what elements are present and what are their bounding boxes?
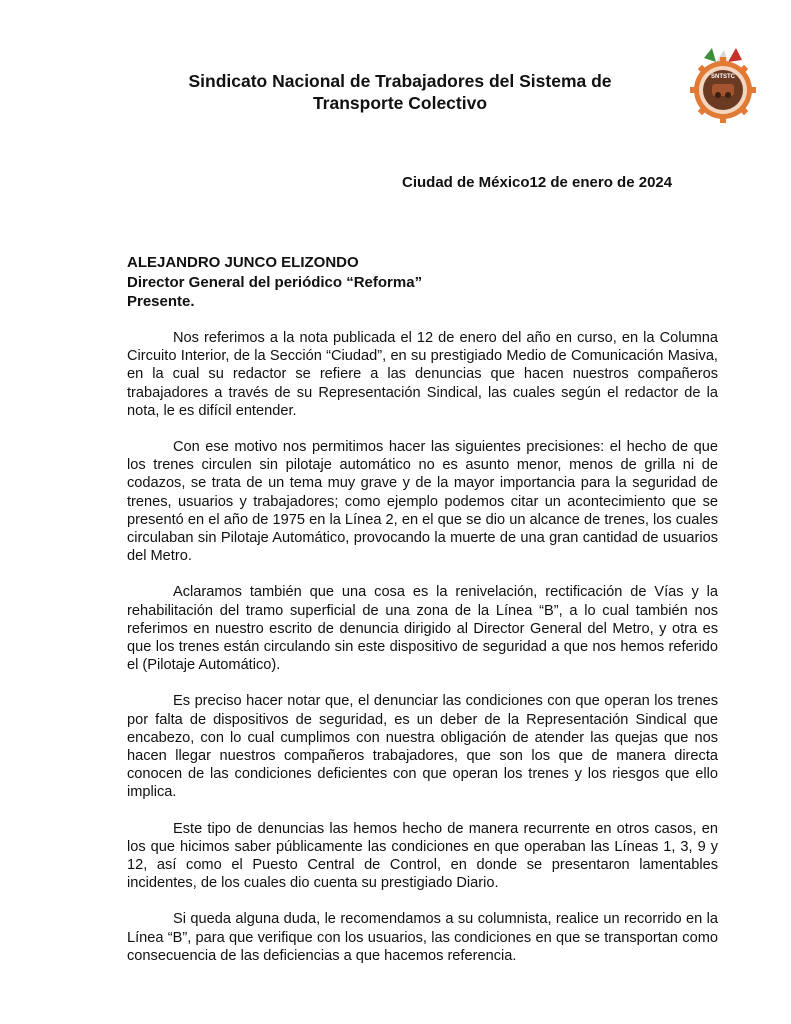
- date-line: Ciudad de México12 de enero de 2024: [402, 174, 673, 191]
- paragraph-6: Si queda alguna duda, le recomendamos a su columnista, realice un recorrido en la Línea “B”, para que verifique con los usuarios, las condiciones en que se transportan como consecuencia de las deficiencias a que hacemos referencia.: [127, 911, 718, 964]
- addressee-name: ALEJANDRO JUNCO ELIZONDO: [127, 254, 359, 271]
- addressee-position: Director General del periódico “Reforma”: [127, 273, 423, 291]
- logo-acronym: SNTSTC: [711, 74, 735, 80]
- addressee-block: [127, 253, 422, 312]
- letterhead-title: [150, 70, 650, 114]
- paragraph-1: Nos referimos a la nota publicada el 12 de enero del año en curso, en la Columna Circuito Interior, de la Sección “Ciudad”, en su prestigiado Medio de Comunicación Masiva, en la cual su redactor se refiere a las denuncias que hacen nuestros compañeros trabajadores a través de su Representación Sindical, las cuales según el redactor de la nota, le es difícil entender.: [127, 330, 718, 419]
- letterhead-title-line-1: Sindicato Nacional de Trabajadores del Sistema de: [188, 71, 612, 91]
- paragraph-2: Con ese motivo nos permitimos hacer las siguientes precisiones: el hecho de que los trenes circulen sin pilotaje automático no es asunto menor, menos de grilla ni de codazos, se trata de un tema muy grave y de la mayor importancia para la seguridad de trenes, usuarios y trabajadores; como ejemplo podemos citar un acontecimiento que se presentó en el año de 1975 en la Línea 2, en el que se dio un alcance de trenes, los cuales circulaban sin Pilotaje Automático, provocando la muerte de una gran cantidad de usuarios del Metro.: [127, 439, 718, 565]
- letter-body: [127, 329, 718, 983]
- logo-gear: [690, 57, 756, 123]
- logo-flag-green: [704, 48, 716, 62]
- addressee-salutation: Presente.: [127, 293, 195, 310]
- paragraph-5: Este tipo de denuncias las hemos hecho de manera recurrente en otros casos, en los que hicimos saber públicamente las condiciones en que operaban las Líneas 1, 3, 9 y 12, así como el Puesto Central de Control, en donde se presentaron lamentables incidentes, de los cuales dio cuenta su prestigiado Diario.: [127, 820, 718, 892]
- logo-flag-red: [728, 48, 742, 62]
- paragraph-4: Es preciso hacer notar que, el denunciar las condiciones con que operan los trenes por falta de dispositivos de seguridad, es un deber de la Representación Sindical que encabezo, con lo cual cumplimos con nuestra obligación de atender las quejas que nos hacen llegar nuestros compañeros trabajadores, que son los que de manera directa conocen de las condiciones deficientes con que operan los trenes y los riesgos que ello implica.: [127, 693, 718, 801]
- union-logo: [690, 48, 756, 124]
- letterhead-title-line-2: Transporte Colectivo: [312, 93, 488, 113]
- paragraph-3: Aclaramos también que una cosa es la renivelación, rectificación de Vías y la rehabilitación del tramo superficial de una zona de la Línea “B”, a lo cual también nos referimos en nuestro escrito de denuncia dirigido al Director General del Metro, y otra es que los trenes están circulando sin este dispositivo de seguridad a que nos hemos referido el (Pilotaje Automático).: [127, 584, 718, 674]
